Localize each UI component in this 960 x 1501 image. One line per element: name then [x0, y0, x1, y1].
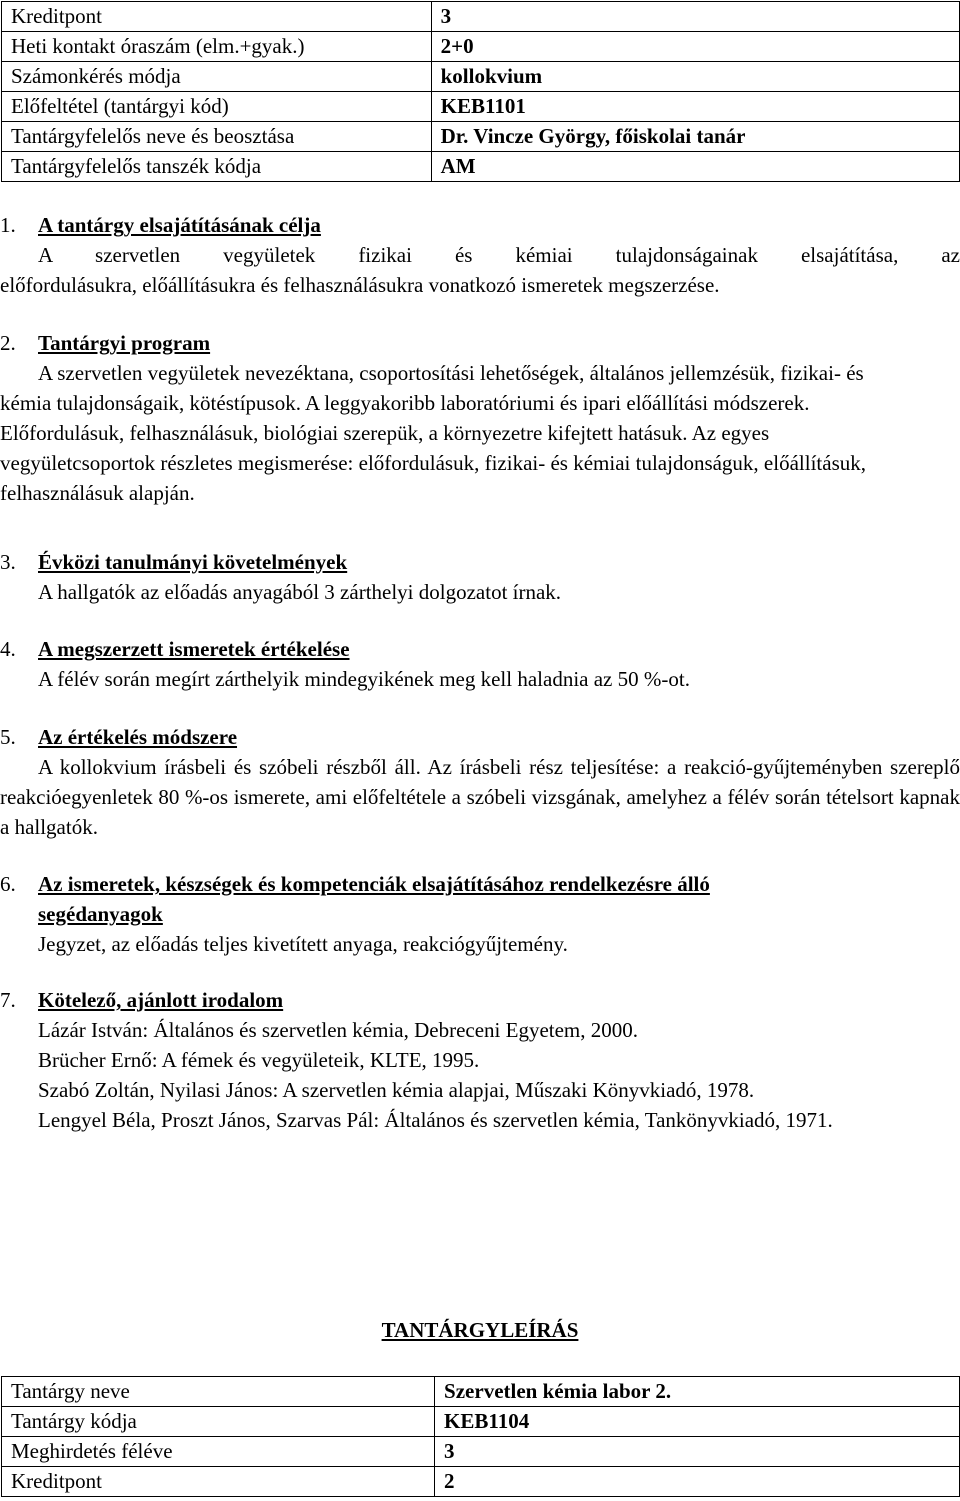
course-info-table-2 [1, 1376, 960, 1497]
document-title: TANTÁRGYLEÍRÁS [381, 1318, 579, 1342]
section-title: Az értékelés módszere [38, 725, 238, 749]
row-value: 2 [435, 1467, 960, 1497]
section-heading [0, 547, 960, 577]
table-row [2, 1377, 960, 1407]
row-value: AM [431, 152, 959, 182]
row-value: Szervetlen kémia labor 2. [435, 1377, 960, 1407]
table-row [2, 92, 960, 122]
section-heading [0, 328, 960, 358]
section-evaluation [0, 634, 960, 694]
table-row [2, 152, 960, 182]
section-materials [0, 869, 960, 959]
section-number: 1. [0, 213, 16, 237]
row-value: KEB1101 [431, 92, 959, 122]
section-title: Évközi tanulmányi követelmények [38, 550, 348, 574]
row-value: kollokvium [431, 62, 959, 92]
row-label: Tantárgyfelelős neve és beosztása [2, 122, 432, 152]
course-info-table [1, 1, 960, 182]
row-label: Tantárgyfelelős tanszék kódja [2, 152, 432, 182]
section-number: 3. [0, 550, 16, 574]
section-heading [0, 869, 960, 929]
section-body [0, 240, 960, 300]
row-label: Tantárgy neve [2, 1377, 435, 1407]
section-heading [0, 634, 960, 664]
row-label: Tantárgy kódja [2, 1407, 435, 1437]
section-body: A kollokvium írásbeli és szóbeli részből áll. Az írásbeli rész teljesítése: a reakció-gyűjteményben szereplő reakcióegyenletek 80 %-os ismerete, ami előfeltétele a szóbeli vizsgának, amelyhez a félév során tételsort kapnak a hallgatók. [0, 755, 960, 839]
table-row [2, 1467, 960, 1497]
row-value: 3 [431, 2, 959, 32]
section-heading [0, 722, 960, 752]
row-label: Kreditpont [2, 1467, 435, 1497]
section-number: 5. [0, 725, 16, 749]
section-course-program [0, 328, 960, 508]
section-body: A hallgatók az előadás anyagából 3 zárthelyi dolgozatot írnak. [38, 580, 562, 604]
table-row [2, 1437, 960, 1467]
section-evaluation-method [0, 722, 960, 842]
row-label: Előfeltétel (tantárgyi kód) [2, 92, 432, 122]
section-body: A félév során megírt zárthelyik mindegyikének meg kell haladnia az 50 %-ot. [38, 667, 690, 691]
section-title-continued: segédanyagok [38, 902, 163, 926]
body-line: előfordulásukra, előállításukra és felhasználásukra vonatkozó ismeretek megszerzése. [0, 273, 720, 297]
row-value: Dr. Vincze György, főiskolai tanár [431, 122, 959, 152]
section-literature [0, 985, 960, 1135]
row-label: Számonkérés módja [2, 62, 432, 92]
row-label: Heti kontakt óraszám (elm.+gyak.) [2, 32, 432, 62]
literature-item: Brücher Ernő: A fémek és vegyületeik, KLTE, 1995. [38, 1048, 480, 1072]
row-value: KEB1104 [435, 1407, 960, 1437]
row-label: Kreditpont [2, 2, 432, 32]
literature-item: Lázár István: Általános és szervetlen kémia, Debreceni Egyetem, 2000. [38, 1018, 639, 1042]
table-row [2, 1407, 960, 1437]
row-value: 3 [435, 1437, 960, 1467]
section-number: 2. [0, 331, 16, 355]
section-body: A szervetlen vegyületek nevezéktana, csoportosítási lehetőségek, általános jellemzésük, fizikai- és kémia tulajdonságaik, kötéstípusok. A leggyakoribb laboratóriumi és ipari előállítási módszerek. Előfordulásuk, felhasználásuk, biológiai szerepük, a környezetre kifejtett hatásuk. Az egyes vegyületcsoportok részletes megismerése: előfordulásuk, fizikai- és kémiai tulajdonságuk, előállításuk, felhasználásuk alapján. [0, 361, 866, 505]
section-title: Tantárgyi program [38, 331, 211, 355]
table-row [2, 62, 960, 92]
table-row [2, 122, 960, 152]
section-title: Az ismeretek, készségek és kompetenciák elsajátításához rendelkezésre álló [38, 872, 710, 896]
section-heading [0, 210, 960, 240]
section-number: 7. [0, 988, 16, 1012]
section-heading [0, 985, 960, 1015]
section-title: A megszerzett ismeretek értékelése [38, 637, 350, 661]
section-requirements [0, 547, 960, 607]
section-number: 4. [0, 637, 16, 661]
literature-item: Szabó Zoltán, Nyilasi János: A szervetlen kémia alapjai, Műszaki Könyvkiadó, 1978. [38, 1078, 755, 1102]
section-body: Jegyzet, az előadás teljes kivetített anyaga, reakciógyűjtemény. [38, 932, 568, 956]
row-label: Meghirdetés féléve [2, 1437, 435, 1467]
row-value: 2+0 [431, 32, 959, 62]
section-title: Kötelező, ajánlott irodalom [38, 988, 284, 1012]
table-row [2, 32, 960, 62]
section-title: A tantárgy elsajátításának célja [38, 213, 321, 237]
section-course-goal [0, 210, 960, 300]
section-number: 6. [0, 872, 16, 896]
body-line: A szervetlen vegyületek fizikai és kémiai tulajdonságainak elsajátítása, az [38, 243, 960, 267]
literature-item: Lengyel Béla, Proszt János, Szarvas Pál: Általános és szervetlen kémia, Tankönyvkiadó, 1971. [38, 1108, 833, 1132]
table-row [2, 2, 960, 32]
